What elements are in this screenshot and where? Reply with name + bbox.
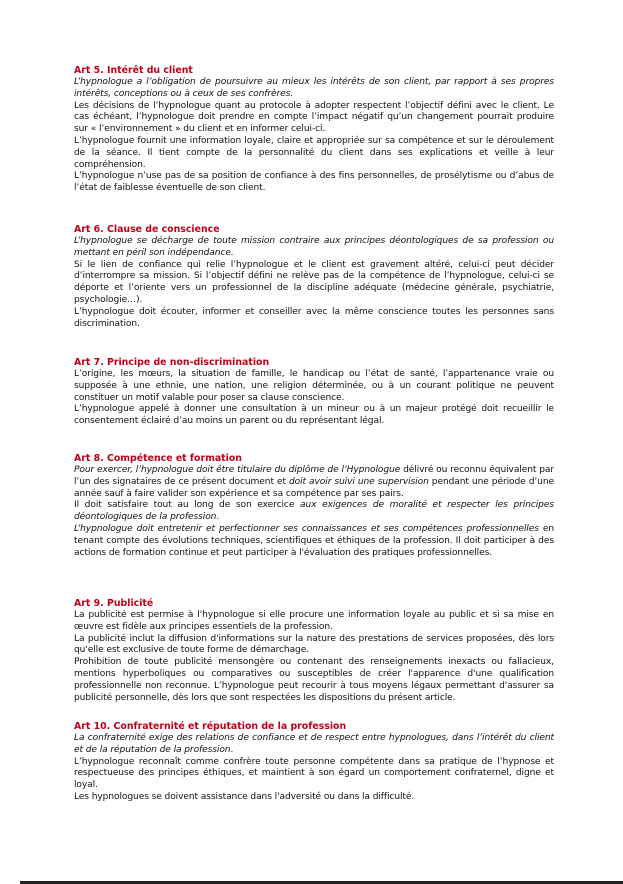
text: pendant une période d’une année sauf à faire valider son expérience et sa compétence par ses pairs. xyxy=(74,476,554,499)
article-paragraph xyxy=(74,369,554,404)
text: La publicité est permise à l'hypnologue si elle procure une information loyale au public et si sa mise en œuvre est fidèle aux principes essentiels de la profession. xyxy=(74,610,554,632)
article-paragraph xyxy=(74,524,554,559)
italic-text: La confraternité exige des relations de confiance et de respect entre hypnologues, dans l’intérêt du client et de la réputation de la profession xyxy=(74,733,554,755)
text: . xyxy=(216,512,220,523)
article-title: Art 6. Clause de conscience xyxy=(74,224,220,235)
article-paragraph xyxy=(74,77,554,101)
italic-text: L’hypnologue doit entretenir et perfectionner ses connaissances et ses compétences professionnelles xyxy=(74,523,539,534)
article-paragraph xyxy=(74,792,554,804)
article-9 xyxy=(74,598,554,704)
article-paragraph xyxy=(74,260,554,307)
text: L’hypnologue doit écouter, informer et conseiller avec la même conscience toutes les personnes sans discrimination. xyxy=(74,306,554,329)
article-title: Art 7. Principe de non-discrimination xyxy=(74,357,270,368)
article-8 xyxy=(74,453,554,559)
article-paragraph xyxy=(74,171,554,195)
article-5 xyxy=(74,65,554,195)
article-6 xyxy=(74,224,554,330)
text: en tenant compte des évolutions techniques, scientifiques et éthiques de la profession. Il doit participer à des actions de formation continue et peut participer à l'évaluation des pratiques professionnelles. xyxy=(74,523,555,558)
article-7 xyxy=(74,357,554,428)
text: L’hypnologue n’use pas de sa position de confiance à des fins personnelles, de prosélytisme ou d’abus de l’état de faiblesse éventuelle de son client. xyxy=(74,171,554,194)
text: L’hypnologue reconnaît comme confrère toute personne compétente dans sa pratique de l’hypnose et respectueuse des principes éthiques, et maintient à son égard un comportement confraternel, digne et loyal. xyxy=(74,756,554,791)
text: . xyxy=(230,744,234,755)
article-paragraph xyxy=(74,634,554,658)
italic-text: L’hypnologue a l’obligation de poursuivre au mieux les intérêts de son client, par rapport à ses propres intérêts, conceptions ou à ceux de ses confrères. xyxy=(74,77,554,99)
text: Il doit satisfaire tout au long de son exercice xyxy=(74,500,300,511)
text: délivré ou reconnu équivalent par l’un des signataires de ce présent document et xyxy=(74,465,554,487)
text: L’hypnologue appelé à donner une consultation à un mineur ou à un majeur protégé doit recueillir le consentement éclairé d’au moins un parent ou du représentant légal. xyxy=(74,404,554,427)
article-paragraph xyxy=(74,657,554,704)
text: Les décisions de l’hypnologue quant au protocole à adopter respectent l’objectif défini avec le client. Le cas échéant, l’hypnologue doit prendre en compte l’impact négatif qu’un changement pourrait produire sur « l’environnement » du client et en informer celui-ci. xyxy=(74,100,554,135)
article-title: Art 9. Publicité xyxy=(74,598,154,609)
italic-text: aux exigences de moralité et respecter les principes déontologiques de la profession xyxy=(74,500,554,523)
italic-text: L’hypnologue se décharge de toute mission contraire aux principes déontologiques de sa profession ou mettant en péril son indépendance. xyxy=(74,236,554,258)
article-paragraph xyxy=(74,101,554,136)
article-title: Art 10. Confraternité et réputation de la profession xyxy=(74,721,347,732)
article-paragraph xyxy=(74,307,554,331)
article-paragraph xyxy=(74,757,554,792)
text: L’hypnologue fournit une information loyale, claire et appropriée sur sa compétence et sur le déroulement de la séance. Il tient compte de la personnalité du client dans ses explications et veille à leur compréhension. xyxy=(74,135,554,170)
text: L’origine, les mœurs, la situation de famille, le handicap ou l’état de santé, l’appartenance vraie ou supposée à une ethnie, une nation, une religion déterminée, ou à un courant politique ne peuvent constituer un motif valable pour poser sa clause conscience. xyxy=(74,369,554,403)
article-paragraph xyxy=(74,136,554,171)
article-title: Art 5. Intérêt du client xyxy=(74,65,193,76)
article-paragraph xyxy=(74,733,554,757)
article-paragraph xyxy=(74,404,554,428)
italic-text: doit avoir suivi une supervision xyxy=(288,476,429,487)
text: La publicité inclut la diffusion d'informations sur la nature des prestations de services proposées, dès lors qu'elle est exclusive de toute forme de démarchage. xyxy=(74,633,554,656)
article-paragraph xyxy=(74,610,554,634)
text: Prohibition de toute publicité mensongère ou contenant des renseignements inexacts ou fallacieux, mentions hyperboliques ou comparatives ou susceptibles de créer l'apparence d'une qualification professionnelle non reconnue. L’hypnologue peut recourir à tous moyens légaux permettant d'assurer sa publicité personnelle, dès lors que sont respectées les dispositions du présent article. xyxy=(74,657,554,703)
text: Si le lien de confiance qui relie l’hypnologue et le client est gravement altéré, celui-ci peut décider d’interrompre sa mission. Si l’objectif défini ne relève pas de la compétence de l’hypnologue, celui-ci se déporte et l’oriente vers un professionnel de la discipline adéquate (médecine générale, psychiatrie, psychologie…). xyxy=(74,259,554,305)
italic-text: Pour exercer, l’hypnologue doit être titulaire du diplôme de l’Hypnologue xyxy=(74,465,401,475)
article-paragraph xyxy=(74,236,554,260)
article-10 xyxy=(74,721,554,804)
article-paragraph xyxy=(74,500,554,524)
article-paragraph xyxy=(74,465,554,500)
article-title: Art 8. Compétence et formation xyxy=(74,453,242,464)
text: Les hypnologues se doivent assistance dans l'adversité ou dans la difficulté. xyxy=(74,791,415,802)
